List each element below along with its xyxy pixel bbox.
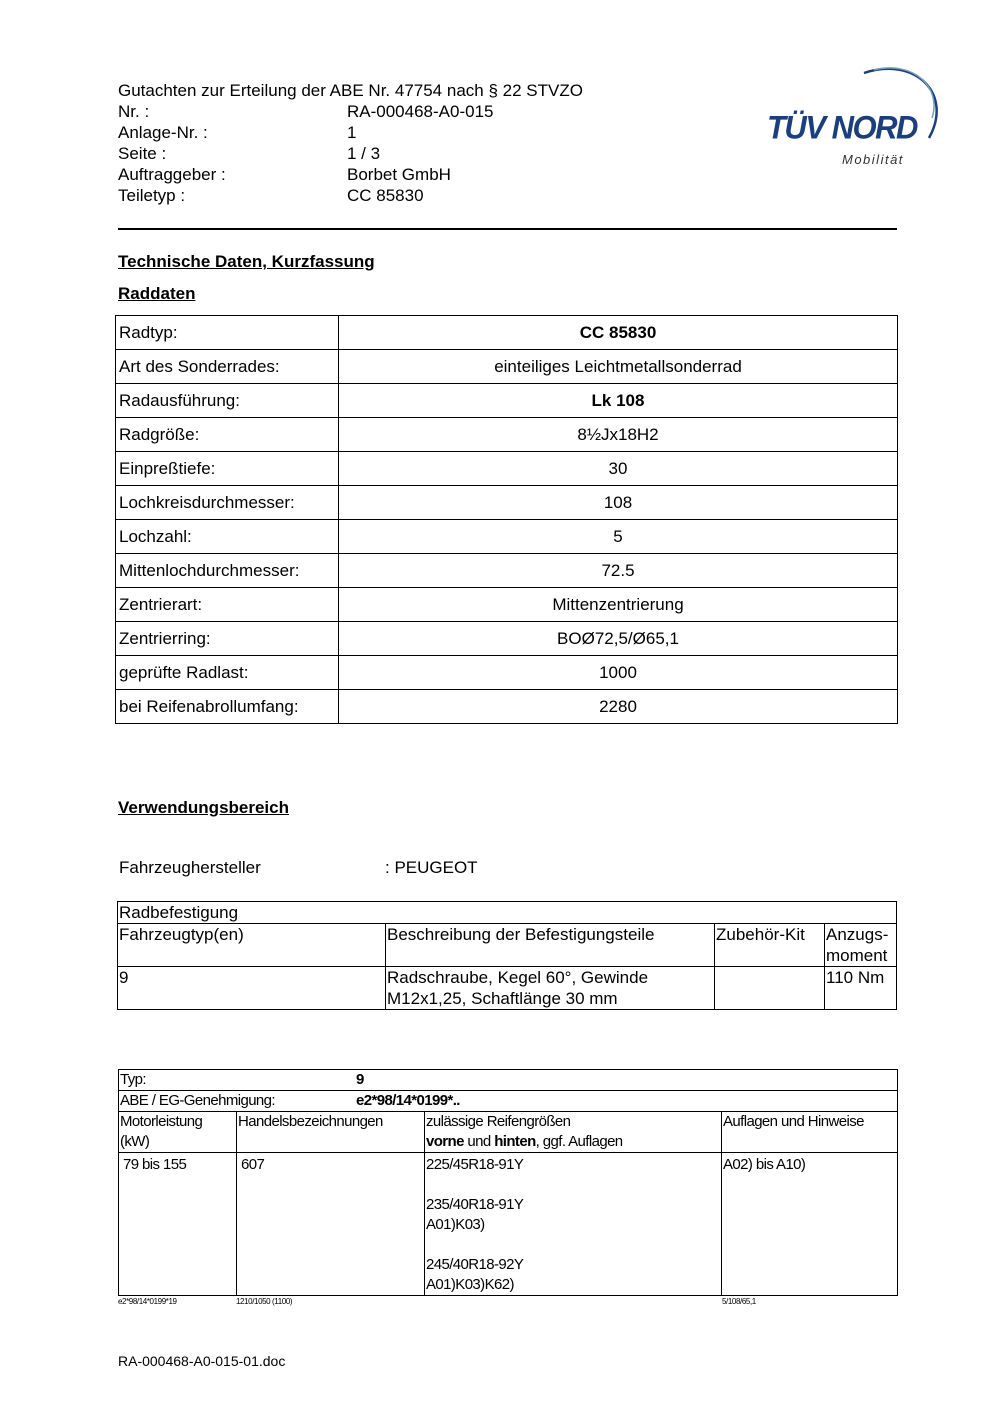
logo-subtitle: Mobilität [842, 152, 904, 167]
header-value: 1 / 3 [347, 144, 381, 163]
table-cell-label: geprüfte Radlast: [116, 656, 339, 690]
col-header-auflagen: Auflagen und Hinweise [722, 1112, 898, 1153]
table-row [116, 418, 898, 452]
col-header: Fahrzeugtyp(en) [118, 924, 386, 967]
table-cell-label: Mittenlochdurchmesser: [116, 554, 339, 588]
typ-row [119, 1070, 898, 1091]
reifen-line: A01)K03) [426, 1216, 485, 1233]
abe-row [119, 1091, 898, 1112]
reifen-line: 235/40R18-91Y [426, 1196, 524, 1213]
table-cell-label: bei Reifenabrollumfang: [116, 690, 339, 724]
table-cell-value: 30 [339, 452, 898, 486]
header-row [118, 143, 583, 164]
hersteller-value: : PEUGEOT [385, 858, 478, 877]
table-row [116, 384, 898, 418]
table-cell-label: Zentrierart: [116, 588, 339, 622]
table-cell-label: Art des Sonderrades: [116, 350, 339, 384]
table-cell-value: BOØ72,5/Ø65,1 [339, 622, 898, 656]
table-row [116, 690, 898, 724]
table-cell-value: 5 [339, 520, 898, 554]
small-note-mass: 1210/1050 (1100) [236, 1297, 293, 1306]
small-note-approval: e2*98/14*0199*19 [118, 1297, 177, 1306]
table-cell: 9 [118, 967, 386, 1010]
col-header-handel: Handelsbezeichnungen [237, 1112, 425, 1153]
befestigung-table [117, 901, 897, 1010]
small-note-bolt: 5/108/65,1 [722, 1297, 756, 1306]
reifen-line [426, 1235, 720, 1255]
typ-value: 9 [356, 1071, 364, 1088]
header-row [118, 164, 583, 185]
table-cell-auflagen: A02) bis A10) [722, 1153, 898, 1296]
table-row [116, 486, 898, 520]
table-cell: 110 Nm [825, 967, 897, 1010]
header-value: 1 [347, 123, 357, 142]
table-cell: Radschraube, Kegel 60°, Gewinde M12x1,25, Schaftlänge 30 mm [386, 967, 715, 1010]
reifen-line: 225/45R18-91Y [426, 1156, 524, 1173]
document-header [118, 80, 583, 206]
table-cell-reifen [425, 1153, 722, 1296]
table-row [116, 350, 898, 384]
header-label: Seite : [118, 144, 167, 163]
abe-label: ABE / EG-Genehmigung: [120, 1092, 275, 1109]
hersteller-label: Fahrzeughersteller [119, 858, 261, 877]
table-cell [715, 967, 825, 1010]
col-header-reifen [425, 1112, 722, 1153]
col-header: Zubehör-Kit [715, 924, 825, 967]
befestigung-title: Radbefestigung [118, 902, 897, 924]
reifen-header-vorne: vorne [426, 1133, 464, 1150]
header-value: RA-000468-A0-015 [347, 102, 494, 121]
table-cell-label: Lochkreisdurchmesser: [116, 486, 339, 520]
table-cell-value: 1000 [339, 656, 898, 690]
tuv-nord-logo [764, 58, 944, 173]
table-row [118, 902, 897, 924]
table-cell-motor: 79 bis 155 [119, 1153, 237, 1296]
header-label: Nr. : [118, 102, 150, 121]
table-cell-value: 108 [339, 486, 898, 520]
table-row [119, 1153, 898, 1296]
header-divider [118, 228, 897, 230]
table-header-row [119, 1112, 898, 1153]
table-row [119, 1070, 898, 1091]
table-row [118, 967, 897, 1010]
abe-value: e2*98/14*0199*.. [356, 1092, 460, 1109]
section-title-verwendung: Verwendungsbereich [118, 798, 289, 817]
header-label: Anlage-Nr. : [118, 123, 208, 142]
table-row [116, 316, 898, 350]
logo-wordmark: TÜV NORD [767, 109, 917, 146]
table-cell-value: 2280 [339, 690, 898, 724]
reifen-line: 245/40R18-92Y [426, 1256, 524, 1273]
section-title-tech: Technische Daten, Kurzfassung [118, 252, 375, 271]
reifen-header-hinten: hinten [494, 1133, 536, 1150]
table-cell-label: Lochzahl: [116, 520, 339, 554]
table-row [116, 656, 898, 690]
table-cell-label: Zentrierring: [116, 622, 339, 656]
table-row [116, 554, 898, 588]
header-title: Gutachten zur Erteilung der ABE Nr. 47754 nach § 22 STVZO [118, 81, 583, 100]
table-cell-label: Einpreßtiefe: [116, 452, 339, 486]
header-value: Borbet GmbH [347, 165, 451, 184]
table-cell-value: CC 85830 [339, 316, 898, 350]
table-cell-label: Radgröße: [116, 418, 339, 452]
header-row [118, 185, 583, 206]
table-row [116, 622, 898, 656]
footer-filename: RA-000468-A0-015-01.doc [118, 1353, 286, 1369]
table-cell-value: Mittenzentrierung [339, 588, 898, 622]
reifen-line [426, 1175, 720, 1195]
header-label: Teiletyp : [118, 186, 186, 205]
table-cell-label: Radtyp: [116, 316, 339, 350]
header-row [118, 101, 583, 122]
reifen-header-rest: , ggf. Auflagen [535, 1133, 623, 1150]
header-label: Auftraggeber : [118, 165, 226, 184]
col-header: Anzugs-moment [825, 924, 897, 967]
col-header: Beschreibung der Befestigungsteile [386, 924, 715, 967]
table-cell-value: 8½Jx18H2 [339, 418, 898, 452]
table-cell-label: Radausführung: [116, 384, 339, 418]
typ-label: Typ: [120, 1071, 146, 1088]
reifen-header-und: und [463, 1133, 495, 1150]
header-value: CC 85830 [347, 186, 424, 205]
table-row [116, 452, 898, 486]
table-header-row [118, 924, 897, 967]
table-cell-value: 72.5 [339, 554, 898, 588]
typ-table [118, 1069, 898, 1296]
raddaten-table [115, 315, 898, 724]
table-cell-value: einteiliges Leichtmetallsonderrad [339, 350, 898, 384]
table-row [116, 520, 898, 554]
reifen-line: A01)K03)K62) [426, 1276, 514, 1293]
section-title-raddaten: Raddaten [118, 284, 196, 303]
reifen-header-line1: zulässige Reifengrößen [426, 1113, 571, 1130]
table-cell-value: Lk 108 [339, 384, 898, 418]
col-header-motor: Motorleistung (kW) [119, 1112, 237, 1153]
table-row [119, 1091, 898, 1112]
header-row [118, 122, 583, 143]
table-cell-handel: 607 [237, 1153, 425, 1296]
table-row [116, 588, 898, 622]
